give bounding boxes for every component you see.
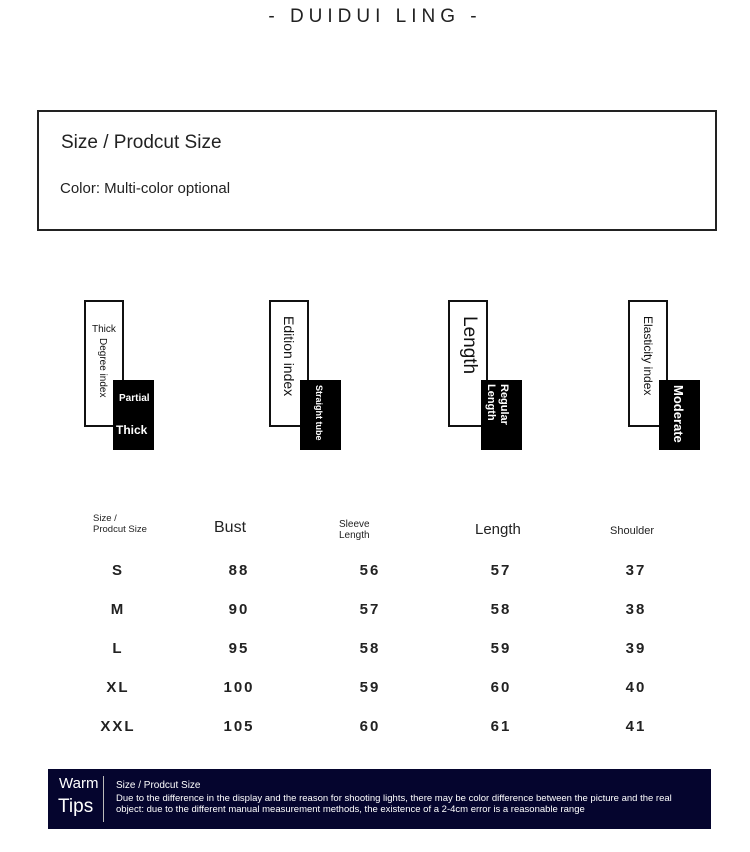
cell-bust: 100 — [223, 679, 255, 696]
header-size: Size / Prodcut Size — [93, 513, 147, 535]
thickness-index-tag — [84, 300, 204, 452]
length-index-tag — [448, 300, 568, 452]
length-value-badge — [481, 380, 522, 450]
edition-index-tag — [269, 300, 389, 452]
degree-index-label: Degree index — [97, 338, 108, 398]
cell-shoulder: 40 — [625, 679, 647, 696]
edition-value-badge — [300, 380, 341, 450]
cell-shoulder: 37 — [625, 562, 647, 579]
size-info-box — [37, 110, 717, 231]
partial-value: Partial — [119, 393, 150, 404]
cell-length: 58 — [490, 601, 512, 618]
elasticity-index-label: Elasticity index — [641, 316, 655, 396]
cell-size: L — [112, 640, 124, 657]
warm-label: Warm — [59, 775, 99, 792]
header-length: Length — [475, 521, 521, 538]
thick-value: Thick — [116, 423, 148, 437]
edition-index-label: Edition index — [281, 316, 297, 397]
size-title: Size / Prodcut Size — [61, 132, 222, 153]
tips-text: Due to the difference in the display and the reason for shooting lights, there may be color difference between the picture and the real object: due to the different manual measurement methods, the existence of a 2-4cm error is a reasonable range — [116, 793, 672, 815]
cell-bust: 90 — [228, 601, 250, 618]
cell-sleeve: 60 — [359, 718, 381, 735]
length-value: Length — [485, 384, 497, 421]
straight-tube-value: Straight tube — [314, 385, 324, 441]
cell-sleeve: 56 — [359, 562, 381, 579]
cell-length: 60 — [490, 679, 512, 696]
cell-bust: 95 — [228, 640, 250, 657]
moderate-value: Moderate — [671, 385, 686, 443]
cell-sleeve: 58 — [359, 640, 381, 657]
tips-title: Size / Prodcut Size — [116, 780, 201, 791]
cell-shoulder: 38 — [625, 601, 647, 618]
header-sleeve-length: Sleeve Length — [339, 519, 370, 541]
thick-label: Thick — [92, 324, 116, 335]
cell-length: 57 — [490, 562, 512, 579]
cell-size: XL — [106, 679, 130, 696]
tips-label: Tips — [58, 796, 94, 817]
cell-bust: 105 — [223, 718, 255, 735]
cell-length: 59 — [490, 640, 512, 657]
warm-tips-banner — [48, 769, 711, 829]
tips-divider — [103, 776, 104, 822]
cell-length: 61 — [490, 718, 512, 735]
thickness-value-badge — [113, 380, 154, 450]
cell-shoulder: 39 — [625, 640, 647, 657]
elasticity-value-badge — [659, 380, 700, 450]
cell-sleeve: 59 — [359, 679, 381, 696]
color-option: Color: Multi-color optional — [60, 180, 231, 197]
header-bust: Bust — [214, 519, 247, 536]
cell-size: S — [111, 562, 124, 579]
length-index-label: Length — [459, 316, 480, 375]
cell-bust: 88 — [228, 562, 250, 579]
regular-value: Regular — [498, 384, 510, 425]
brand-title: - DUIDUI LING - — [268, 6, 482, 27]
cell-sleeve: 57 — [359, 601, 381, 618]
cell-size: XXL — [100, 718, 136, 735]
header-shoulder: Shoulder — [610, 525, 655, 537]
elasticity-index-tag — [628, 300, 748, 452]
cell-shoulder: 41 — [625, 718, 647, 735]
cell-size: M — [110, 601, 126, 618]
